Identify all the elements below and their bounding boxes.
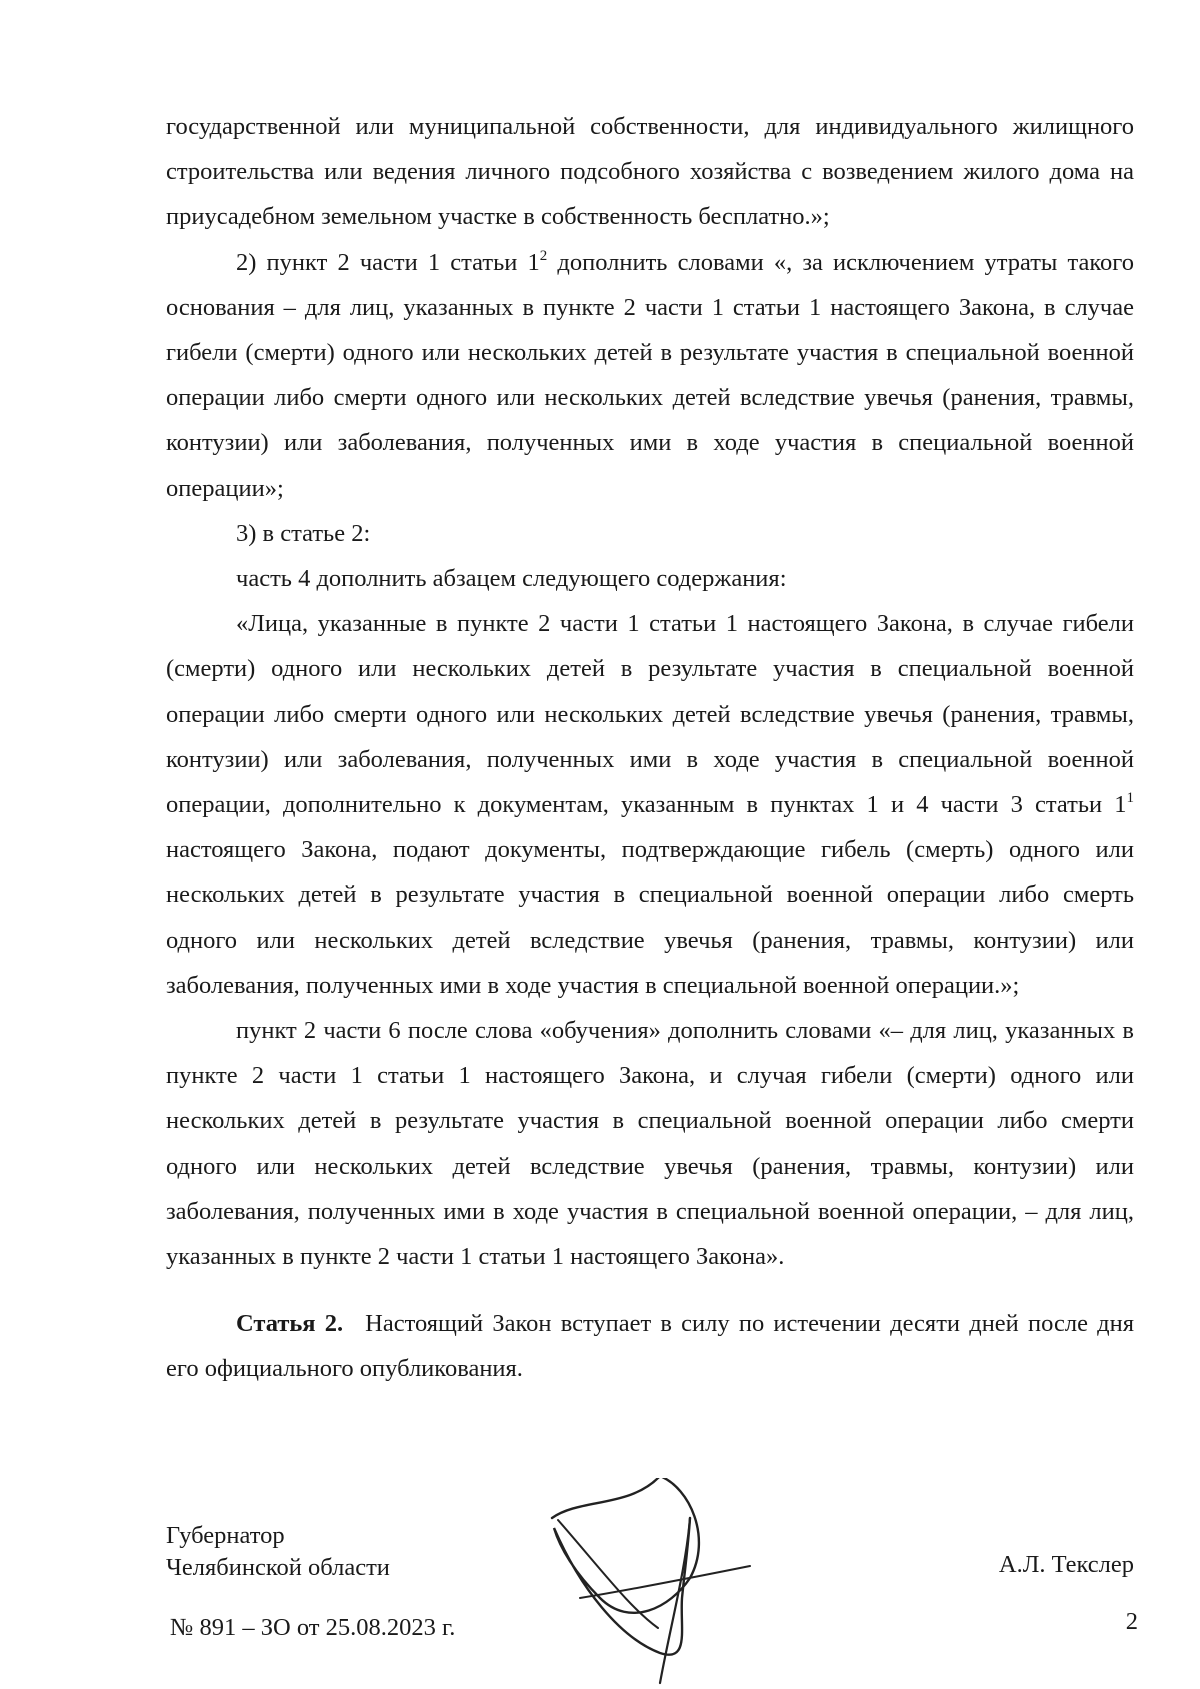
signer-name: А.Л. Текслер	[998, 1551, 1134, 1578]
article-2-text: Настоящий Закон вступает в силу по истечении десяти дней после дня его официального опубликования.	[166, 1310, 1134, 1383]
document-body	[166, 104, 1134, 1392]
paragraph-6: пункт 2 части 6 после слова «обучения» дополнить словами «– для лиц, указанных в пункте 2 части 1 статьи 1 настоящего Закона, и случая гибели (смерти) одного или нескольких детей в результате участия в специальной военной операции либо смерти одного или нескольких детей вследствие увечья (ранения, травмы, контузии) или заболевания, полученных ими в ходе участия в специальной военной операции, – для лиц, указанных в пункте 2 части 1 статьи 1 настоящего Закона».	[166, 1017, 1134, 1271]
paragraph-2: 2) пункт 2 части 1 статьи $1^2$ дополнить словами «, за исключением утраты такого основания – для лиц, указанных в пункте 2 части 1 статьи 1 настоящего Закона, в случае гибели (смерти) одного или нескольких детей в результате участия в специальной военной операции либо смерти одного или нескольких детей вследствие увечья (ранения, травмы, контузии) или заболевания, полученных ими в ходе участия в специальной военной операции»;	[166, 247, 1134, 502]
document-number: № 891 – ЗО от 25.08.2023 г.	[170, 1614, 456, 1641]
paragraph-4: часть 4 дополнить абзацем следующего содержания:	[236, 565, 787, 593]
signer-position	[166, 1520, 390, 1584]
handwritten-signature	[540, 1478, 760, 1689]
article-2-title: Статья 2.	[236, 1310, 344, 1338]
signer-position-line-2: Челябинской области	[166, 1554, 390, 1581]
paragraph-3: 3) в статье 2:	[236, 519, 371, 547]
article-2	[166, 1301, 1134, 1391]
signer-position-line-1: Губернатор	[166, 1522, 285, 1549]
paragraph-1: государственной или муниципальной собственности, для индивидуального жилищного строительства или ведения личного подсобного хозяйства с возведением жилого дома на приусадебном земельном участке в собственность бесплатно.»;	[166, 113, 1134, 231]
page-number: 2	[1125, 1608, 1138, 1635]
paragraph-5: «Лица, указанные в пункте 2 части 1 статьи 1 настоящего Закона, в случае гибели (смерти) одного или нескольких детей в результате участия в специальной военной операции либо смерти одного или нескольких детей вследствие увечья (ранения, травмы, контузии) или заболевания, полученных ими в ходе участия в специальной военной операции, дополнительно к документам, указанным в пунктах 1 и 4 части 3 статьи $1^1$ настоящего Закона, подают документы, подтверждающие гибель (смерть) одного или нескольких детей в результате участия в специальной военной операции либо смерть одного или нескольких детей вследствие увечья (ранения, травмы, контузии) или заболевания, полученных ими в ходе участия в специальной военной операции.»;	[166, 610, 1134, 999]
